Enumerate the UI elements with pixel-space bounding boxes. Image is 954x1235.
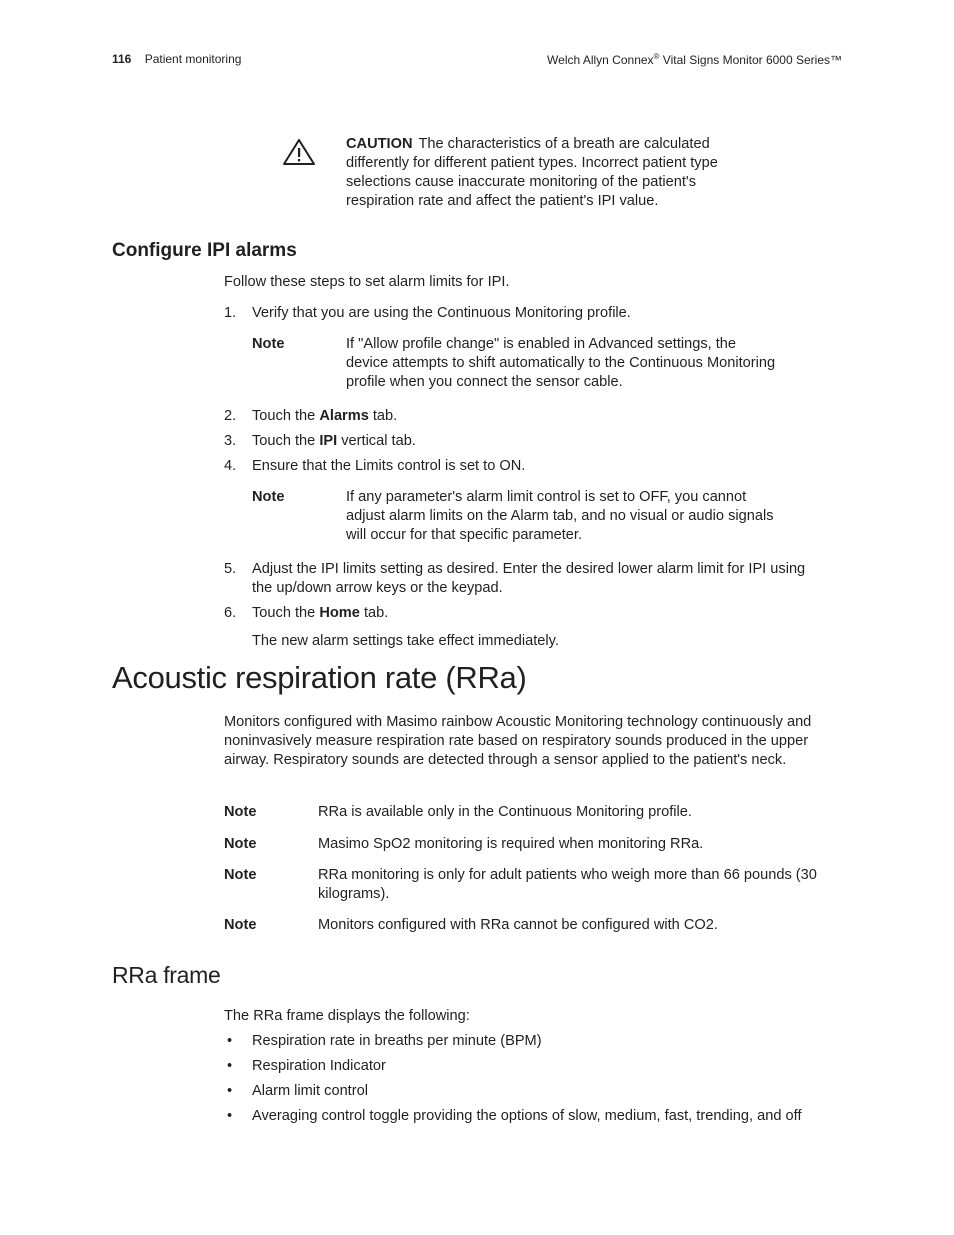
section-name: Patient monitoring	[144, 52, 242, 66]
step-number: 2.	[224, 408, 237, 424]
step-number: 3.	[224, 433, 237, 449]
bullet-marker: •	[227, 1058, 233, 1074]
page-number: 116	[112, 52, 132, 66]
step-text: Touch the Alarms tab.	[252, 408, 398, 424]
note-text: If "Allow profile change" is enabled in Advanced settings, the device attempts to shift automatically to the Continuous Monitoring profile when you connect the sensor cable.	[346, 336, 776, 390]
note-label: Note	[252, 489, 285, 505]
step-result: The new alarm settings take effect immediately.	[252, 633, 559, 649]
note-text: Masimo SpO2 monitoring is required when monitoring RRa.	[318, 836, 704, 852]
warning-triangle-icon	[282, 138, 316, 166]
note-label: Note	[224, 917, 257, 933]
document-title	[547, 52, 842, 67]
registered-mark: ®	[653, 52, 660, 61]
note-label: Note	[252, 336, 285, 352]
ipi-intro: Follow these steps to set alarm limits for IPI.	[224, 274, 510, 290]
note-label: Note	[224, 867, 257, 883]
step-text: Touch the IPI vertical tab.	[252, 433, 416, 449]
note-text: RRa is available only in the Continuous Monitoring profile.	[318, 804, 692, 820]
section-heading-configure-ipi: Configure IPI alarms	[112, 240, 297, 261]
note-label: Note	[224, 836, 257, 852]
list-item: Respiration Indicator	[252, 1058, 386, 1074]
section-heading-rra: Acoustic respiration rate (RRa)	[112, 660, 527, 695]
page-header-left	[112, 52, 241, 66]
caution-text: The characteristics of a breath are calculated differently for different patient types. Incorrect patient type selections cause inaccurate monitoring of the patient's respiration rate and affect the patient's IPI value.	[346, 136, 718, 209]
list-item: Alarm limit control	[252, 1083, 368, 1099]
note-text: RRa monitoring is only for adult patients who weigh more than 66 pounds (30 kilograms).	[318, 867, 817, 902]
step-number: 1.	[224, 305, 237, 321]
step-number: 6.	[224, 605, 237, 621]
step-text: Ensure that the Limits control is set to ON.	[252, 458, 526, 474]
caution-label: CAUTION	[346, 136, 413, 152]
doc-title-suffix: Vital Signs Monitor 6000 Series™	[659, 53, 842, 67]
doc-title-text: Welch Allyn Connex	[547, 53, 654, 67]
rra-frame-intro: The RRa frame displays the following:	[224, 1008, 470, 1024]
step-text: Verify that you are using the Continuous Monitoring profile.	[252, 305, 631, 321]
step-number: 5.	[224, 561, 237, 577]
list-item: Respiration rate in breaths per minute (BPM)	[252, 1033, 542, 1049]
section-heading-rra-frame: RRa frame	[112, 962, 221, 988]
rra-intro: Monitors configured with Masimo rainbow Acoustic Monitoring technology continuously and noninvasively measure respiration rate based on respiratory sounds produced in the upper airway. Respiratory sounds are detected through a sensor applied to the patient's neck.	[224, 714, 812, 768]
bullet-marker: •	[227, 1083, 233, 1099]
list-item: Averaging control toggle providing the options of slow, medium, fast, trending, and off	[252, 1108, 802, 1124]
note-text: If any parameter's alarm limit control is set to OFF, you cannot adjust alarm limits on the Alarm tab, and no visual or audio signals will occur for that specific parameter.	[346, 489, 774, 543]
caution-block	[346, 135, 766, 211]
step-text: Adjust the IPI limits setting as desired. Enter the desired lower alarm limit for IPI using the up/down arrow keys or the keypad.	[252, 561, 806, 596]
bullet-marker: •	[227, 1108, 233, 1124]
note-label: Note	[224, 804, 257, 820]
note-text: Monitors configured with RRa cannot be configured with CO2.	[318, 917, 718, 933]
bullet-marker: •	[227, 1033, 233, 1049]
step-number: 4.	[224, 458, 237, 474]
step-text: Touch the Home tab.	[252, 605, 389, 621]
